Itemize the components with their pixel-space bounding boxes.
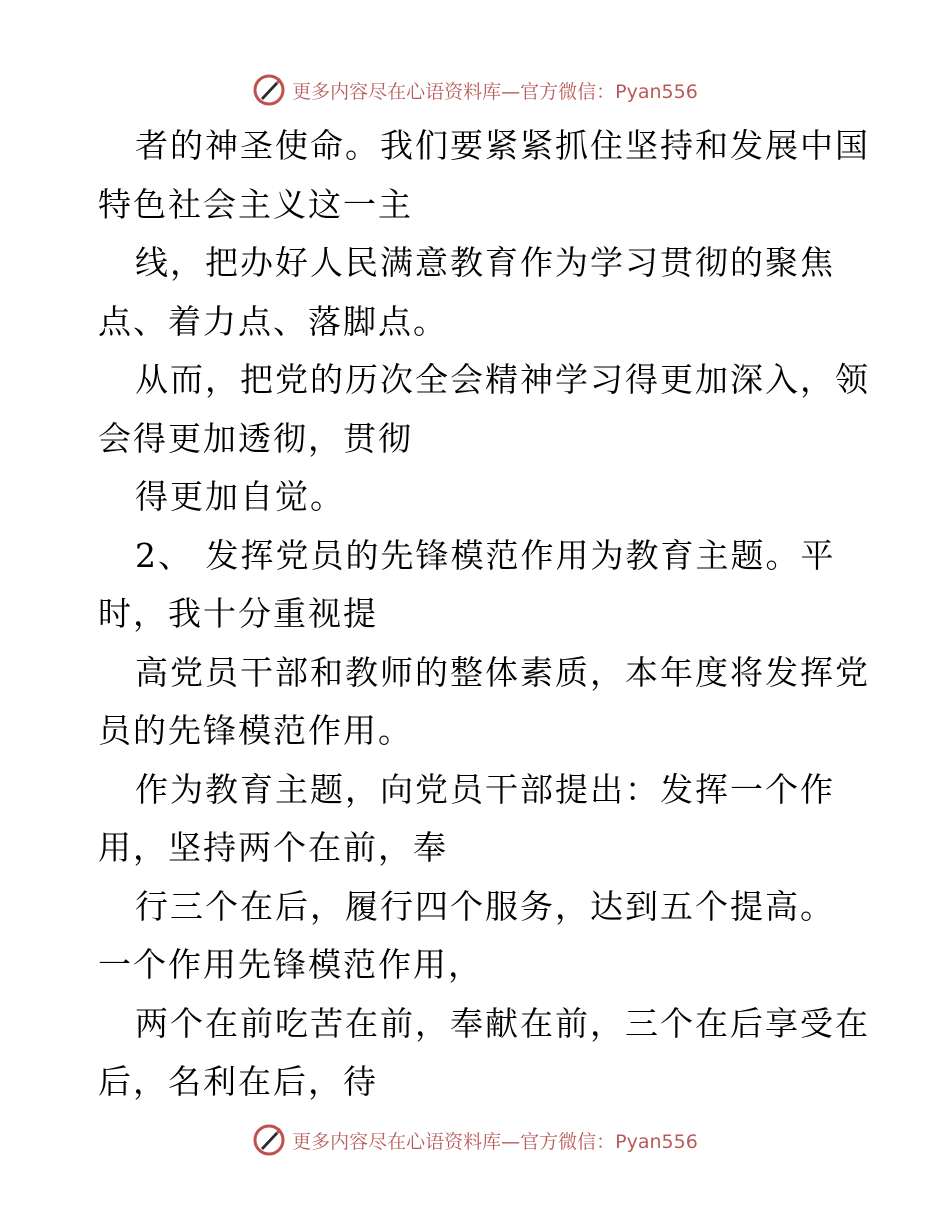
text-line: 线，把办好人民满意教育作为学习贯彻的聚焦 [135, 243, 835, 282]
footer-banner-text: 更多内容尽在心语资料库—官方微信：Pyan556 [292, 1130, 698, 1153]
text-line: 得更加自觉。 [135, 477, 345, 516]
text-line: 用，坚持两个在前，奉 [98, 828, 448, 867]
text-line: 特色社会主义这一主 [98, 184, 413, 224]
text-line: 后，名利在后，待 [98, 1062, 378, 1101]
text-line: 时，我十分重视提 [98, 594, 378, 633]
header-banner [0, 70, 950, 110]
text-line: 从而，把党的历次全会精神学习得更加深入，领 [135, 360, 870, 399]
text-line: 一个作用先锋模范作用， [98, 945, 483, 984]
text-line: 员的先锋模范作用。 [98, 711, 413, 750]
text-line: 点、着力点、落脚点。 [98, 301, 448, 341]
footer-banner [0, 1120, 950, 1160]
text-line: 行三个在后，履行四个服务，达到五个提高。 [135, 886, 835, 926]
body-text [98, 117, 870, 1112]
header-banner-text: 更多内容尽在心语资料库—官方微信：Pyan556 [292, 80, 698, 103]
quill-pen-circle-icon [252, 73, 286, 107]
quill-pen-circle-icon [252, 1123, 286, 1157]
text-line: 作为教育主题，向党员干部提出：发挥一个作 [135, 769, 835, 809]
text-line: 者的神圣使命。我们要紧紧抓住坚持和发展中国 [135, 126, 870, 165]
text-line: 两个在前吃苦在前，奉献在前，三个在后享受在 [135, 1003, 870, 1043]
text-line: 会得更加透彻，贯彻 [98, 418, 413, 458]
text-line: 高党员干部和教师的整体素质，本年度将发挥党 [135, 652, 870, 692]
text-line: 2、 发挥党员的先锋模范作用为教育主题。平 [135, 535, 836, 575]
